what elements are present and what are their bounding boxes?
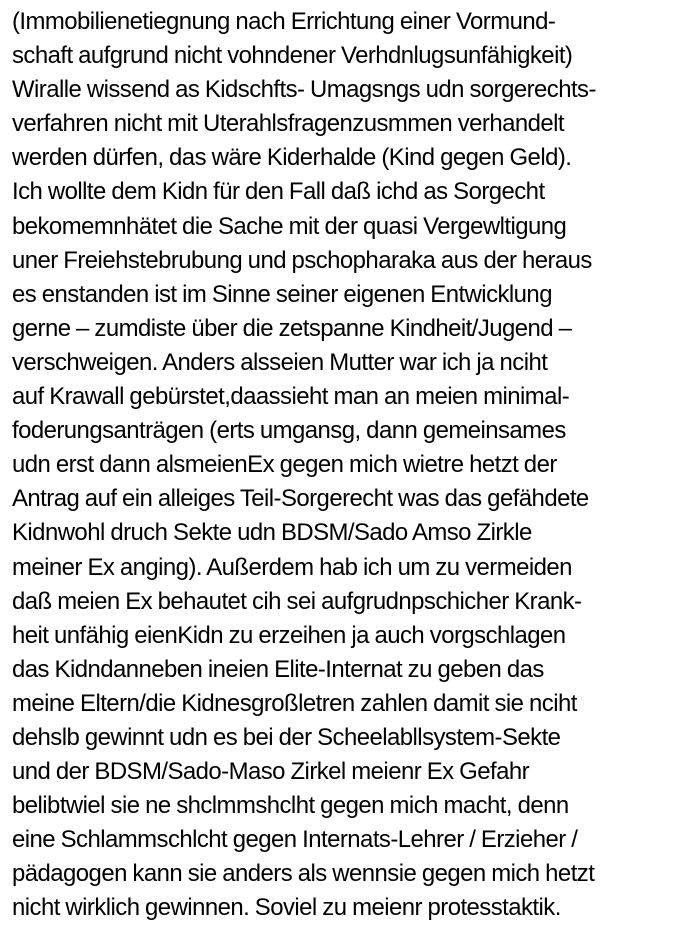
text-line: heit unfähig eienKidn zu erzeihen ja auch vorgschlagen <box>12 621 566 649</box>
text-line: meiner Ex anging). Außerdem hab ich um zu vermeiden <box>12 553 572 581</box>
body-text <box>12 5 682 926</box>
text-line: Antrag auf ein alleiges Teil-Sorgerecht was das gefähdete <box>12 485 589 513</box>
text-line: es enstanden ist im Sinne seiner eigenen Entwicklung <box>12 280 552 308</box>
text-line: dehslb gewinnt udn es bei der Scheelabllsystem-Sekte <box>12 723 561 751</box>
text-line: und der BDSM/Sado-Maso Zirkel meienr Ex Gefahr <box>12 758 530 786</box>
text-line: (Immobilienetiegnung nach Errichtung einer Vormund- <box>12 8 556 35</box>
text-line: pädagogen kann sie anders als wennsie gegen mich hetzt <box>12 860 595 888</box>
text-line: Wiralle wissend as Kidschfts- Umagsngs udn sorgerechts- <box>12 76 596 104</box>
text-line: das Kidndanneben ineien Elite-Internat zu geben das <box>12 655 544 683</box>
text-line: belibtwiel sie ne shclmmshclht gegen mich macht, denn <box>12 792 569 820</box>
text-line: auf Krawall gebürstet,daassieht man an meien minimal- <box>12 383 570 411</box>
text-line: bekomemnhätet die Sache mit der quasi Vergewltigung <box>12 212 567 240</box>
text-line: daß meien Ex behautet cih sei aufgrudnpschicher Krank- <box>12 587 582 615</box>
text-line: uner Freiehstebrubung und pschopharaka aus der heraus <box>12 246 592 274</box>
text-line: meine Eltern/die Kidnesgroßletren zahlen damit sie nciht <box>12 689 577 717</box>
text-line: nicht wirklich gewinnen. Soviel zu meienr protesstaktik. <box>12 894 561 922</box>
text-line: gerne – zumdiste über die zetspanne Kindheit/Jugend – <box>12 314 572 342</box>
text-line: udn erst dann alsmeienEx gegen mich wietre hetzt der <box>12 451 557 479</box>
text-line: verschweigen. Anders alsseien Mutter war ich ja nciht <box>12 348 548 376</box>
text-line: Ich wollte dem Kidn für den Fall daß ichd as Sorgecht <box>12 178 545 206</box>
text-line: eine Schlammschlcht gegen Internats-Lehrer / Erzieher / <box>12 826 578 854</box>
text-line: verfahren nicht mit Uterahlsfragenzusmmen verhandelt <box>12 110 565 138</box>
text-line: schaft aufgrund nicht vohndener Verhdnlugsunfähigkeit) <box>12 42 573 70</box>
text-line: foderungsanträgen (erts umgansg, dann gemeinsames <box>12 417 566 445</box>
text-line: werden dürfen, das wäre Kiderhalde (Kind gegen Geld). <box>12 144 572 172</box>
text-line: Kidnwohl druch Sekte udn BDSM/Sado Amso Zirkle <box>12 519 532 547</box>
